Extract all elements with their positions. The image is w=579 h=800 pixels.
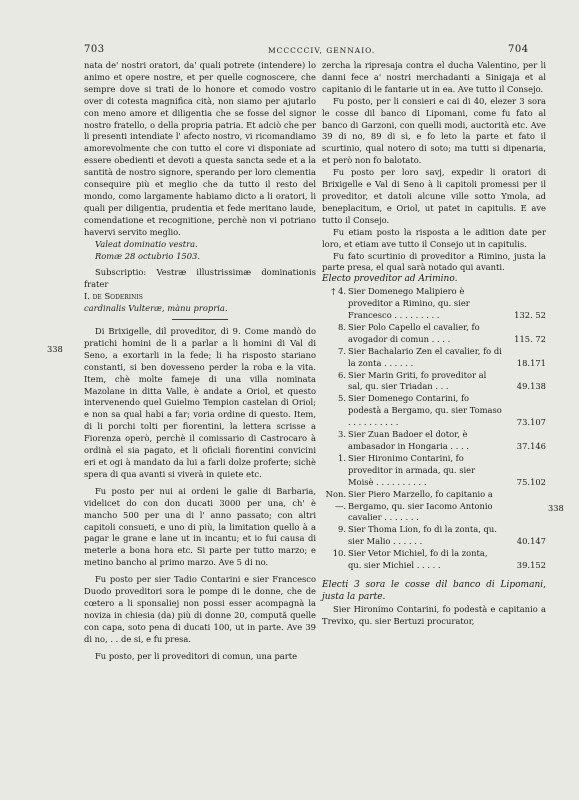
- right-paragraph-5: Fu fato scurtinio di proveditor a Rimino, justa la parte presa, el qual sarà notado qui avanti.: [322, 250, 546, 273]
- right-page-number: 704: [508, 44, 529, 55]
- right-margin-number: 338: [548, 503, 564, 513]
- list-item: 1. Sier Hironimo Contarini, fo proveditor in armada, qu. sier Moisè . . . . . . . . . . 75.102: [338, 452, 546, 487]
- left-paragraph-2: Di Brixigelle, dil proveditor, di 9. Come mandò do pratichi homini de li a parlar a li homini di Val di Seno, a exortarli in la fede; li ha risposto stariano constanti, si ben dovesseno perder la roba e la vita. Item, chè molte fameje di una villa nominata Mazolane in ditta Valle, è andate a Oriol, et questo intervenendo quel Guielmo Tempion castelan di Oriol; e non sa qual habi a far; voria ordine di questo. Item, di li porchi tolti per fiorentini, la lettera scrisse a Fiorenza operò, perchè il comissario di Castrocaro à ordinà el sia pagato, et li oficiali fiorentini convicini eri et ogi à mandato da lui a farli dolze proferte; sichè spera di qua avanti si viverà in quiete etc.: [84, 326, 316, 479]
- right-paragraph-4: Fu etiam posto la risposta a le adition date per loro, et etiam ave tutto il Consejo ut in capitulis.: [322, 226, 546, 249]
- left-page-number: 703: [84, 44, 105, 55]
- left-paragraph-5: Fu posto, per li proveditori di comun, una parte: [95, 650, 298, 661]
- left-paragraph-1: nata de' nostri oratori, da' quali potrete (intendere) lo animo et opere nostre, et per quelle cognoscere, che sempre dove si trati de lo honore et comodo vostro over di cotesta magnifica cità, non siamo per ajutarlo con meno amore et diligentia che se fosse del signor nostro fratello, o della propria patria. Et adciò che per li presenti intendiate l' afecto nostro, vi ricomandiamo amorevolmente che con tutto el core vi disponiate ad essere obedienti et devoti a questa sancta sede et a la santità de nostro signore, sperando per loro clementia consequire più et meglio che da tutto il resto del mondo, como largamente habiamo dicto a li oratori, li quali per diligentia, prudentia et fede meritano laude, comendatione et recognitione, perchè non vi potriano havervi servito meglio.: [84, 60, 316, 237]
- right-paragraph-2: Fu posto, per li consieri e cai di 40, elezer 3 sora le cosse dil banco di Lipomani, come fu fato al banco di Garzoni, con quelli modi, auctorità etc. Ave 39 di no, 89 di sì, e fo leto la parte et fato il scurtinio, qual notero di soto; ma tutti si dipenaria, et però non fo balotato.: [322, 95, 546, 166]
- left-paragraph-4: Fu posto per sier Tadio Contarini e sier Francesco Duodo proveditori sora le pompe di le donne, che de cœtero a li sponsaliej non possi esser acompagnà la noviza in chiesia (da) più di donne 20, compută quelle con capa, soto pena di ducati 100, ut in parte. Ave 39 di no, . . de si, e fu presa.: [84, 574, 316, 644]
- signature-name: I. de Soderinis: [84, 291, 143, 302]
- list-item: 3. Sier Zuan Badoer el dotor, è ambasador in Hongaria . . . . 37.146: [338, 429, 546, 451]
- right-column: [322, 60, 546, 628]
- valeat-line: Valeat dominatio vestra.: [95, 238, 198, 249]
- section-title-banco: Electi 3 sora le cosse dil banco di Lipomani, justa la parte.: [322, 579, 546, 602]
- list-item: 9. Sier Thoma Lion, fo di la zonta, qu. sier Malio . . . . . . 40.147: [338, 524, 546, 547]
- list-item: Non. —. Sier Piero Marzello, fo capitanio a Bergamo, qu. sier Iacomo Antonio cavalier . . . . . . .: [325, 488, 493, 523]
- section-title-proveditor: Electo proveditor ad Arimino.: [322, 274, 458, 285]
- list-item: 8. Sier Polo Capello el cavalier, fo avogador di comun . . . . 115. 72: [338, 321, 546, 344]
- left-paragraph-3: Fu posto per nui ai ordeni le galie di Barbaria, videlicet do con don ducati 3000 per una, ch' è mancho 500 per una di l' anno passato; con altri capitoli consueti, e uno di più, la limitation quello à a pagar le grane e lane ut in incantu; et io fui causa di meterle a bona hora etc. Si parte per tutto marzo; e metino bancho al primo marzo. Ave 5 di no.: [84, 485, 316, 568]
- list-item: 10. Sier Vetor Michiel, fo di la zonta, qu. sier Michiel . . . . . 39.152: [332, 548, 546, 571]
- running-header: MCCCCCIV, GENNAIO.: [268, 46, 376, 55]
- right-paragraph-1: zercha la ripresaja contra el ducha Valentino, per li danni fece a' nostri merchadanti a Sinigaja et al capitanio di le fantarie ut in ea. Ave tutto il Consejo.: [322, 60, 546, 94]
- list-item: 5. Sier Domenego Contarini, fo podestà a Bergamo, qu. sier Tomaso . . . . . . . . . . 73.107: [338, 393, 546, 428]
- right-paragraph-3: Fu posto per loro savj, expedir li oratori di Brixigelle e Val di Seno à li capitoli promessi per il proveditor, et datoli alcune ville sotto Ymola, ad beneplacitum, e Oriol, ut patet in capitulis. E ave tutto il Consejo.: [322, 167, 546, 225]
- separator-rule: [172, 319, 228, 320]
- left-column: [84, 60, 316, 663]
- election-list: [322, 286, 546, 572]
- right-paragraph-6: Sier Hironimo Contarini, fo podestà e capitanio a Trevixo, qu. sier Bertuzi procurator,: [322, 603, 546, 626]
- left-margin-number: 338: [47, 344, 63, 354]
- subscriptio: Subscriptio: Vestræ illustrissimæ dominationis frater: [84, 267, 316, 290]
- date-line: Romæ 28 octubrio 1503.: [95, 250, 200, 261]
- list-item: 7. Sier Bachalario Zen el cavalier, fo di la zonta . . . . . . 18.171: [338, 345, 546, 368]
- list-item: 6. Sier Marin Griti, fo proveditor al sal, qu. sier Triadan . . . 49.138: [338, 369, 546, 392]
- list-item: † 4. Sier Domenego Malipiero è proveditor a Rimino, qu. sier Francesco . . . . . . . . . 132. 52: [331, 286, 546, 321]
- signature-title: cardinalis Vulteræ, mànu propria.: [84, 303, 228, 314]
